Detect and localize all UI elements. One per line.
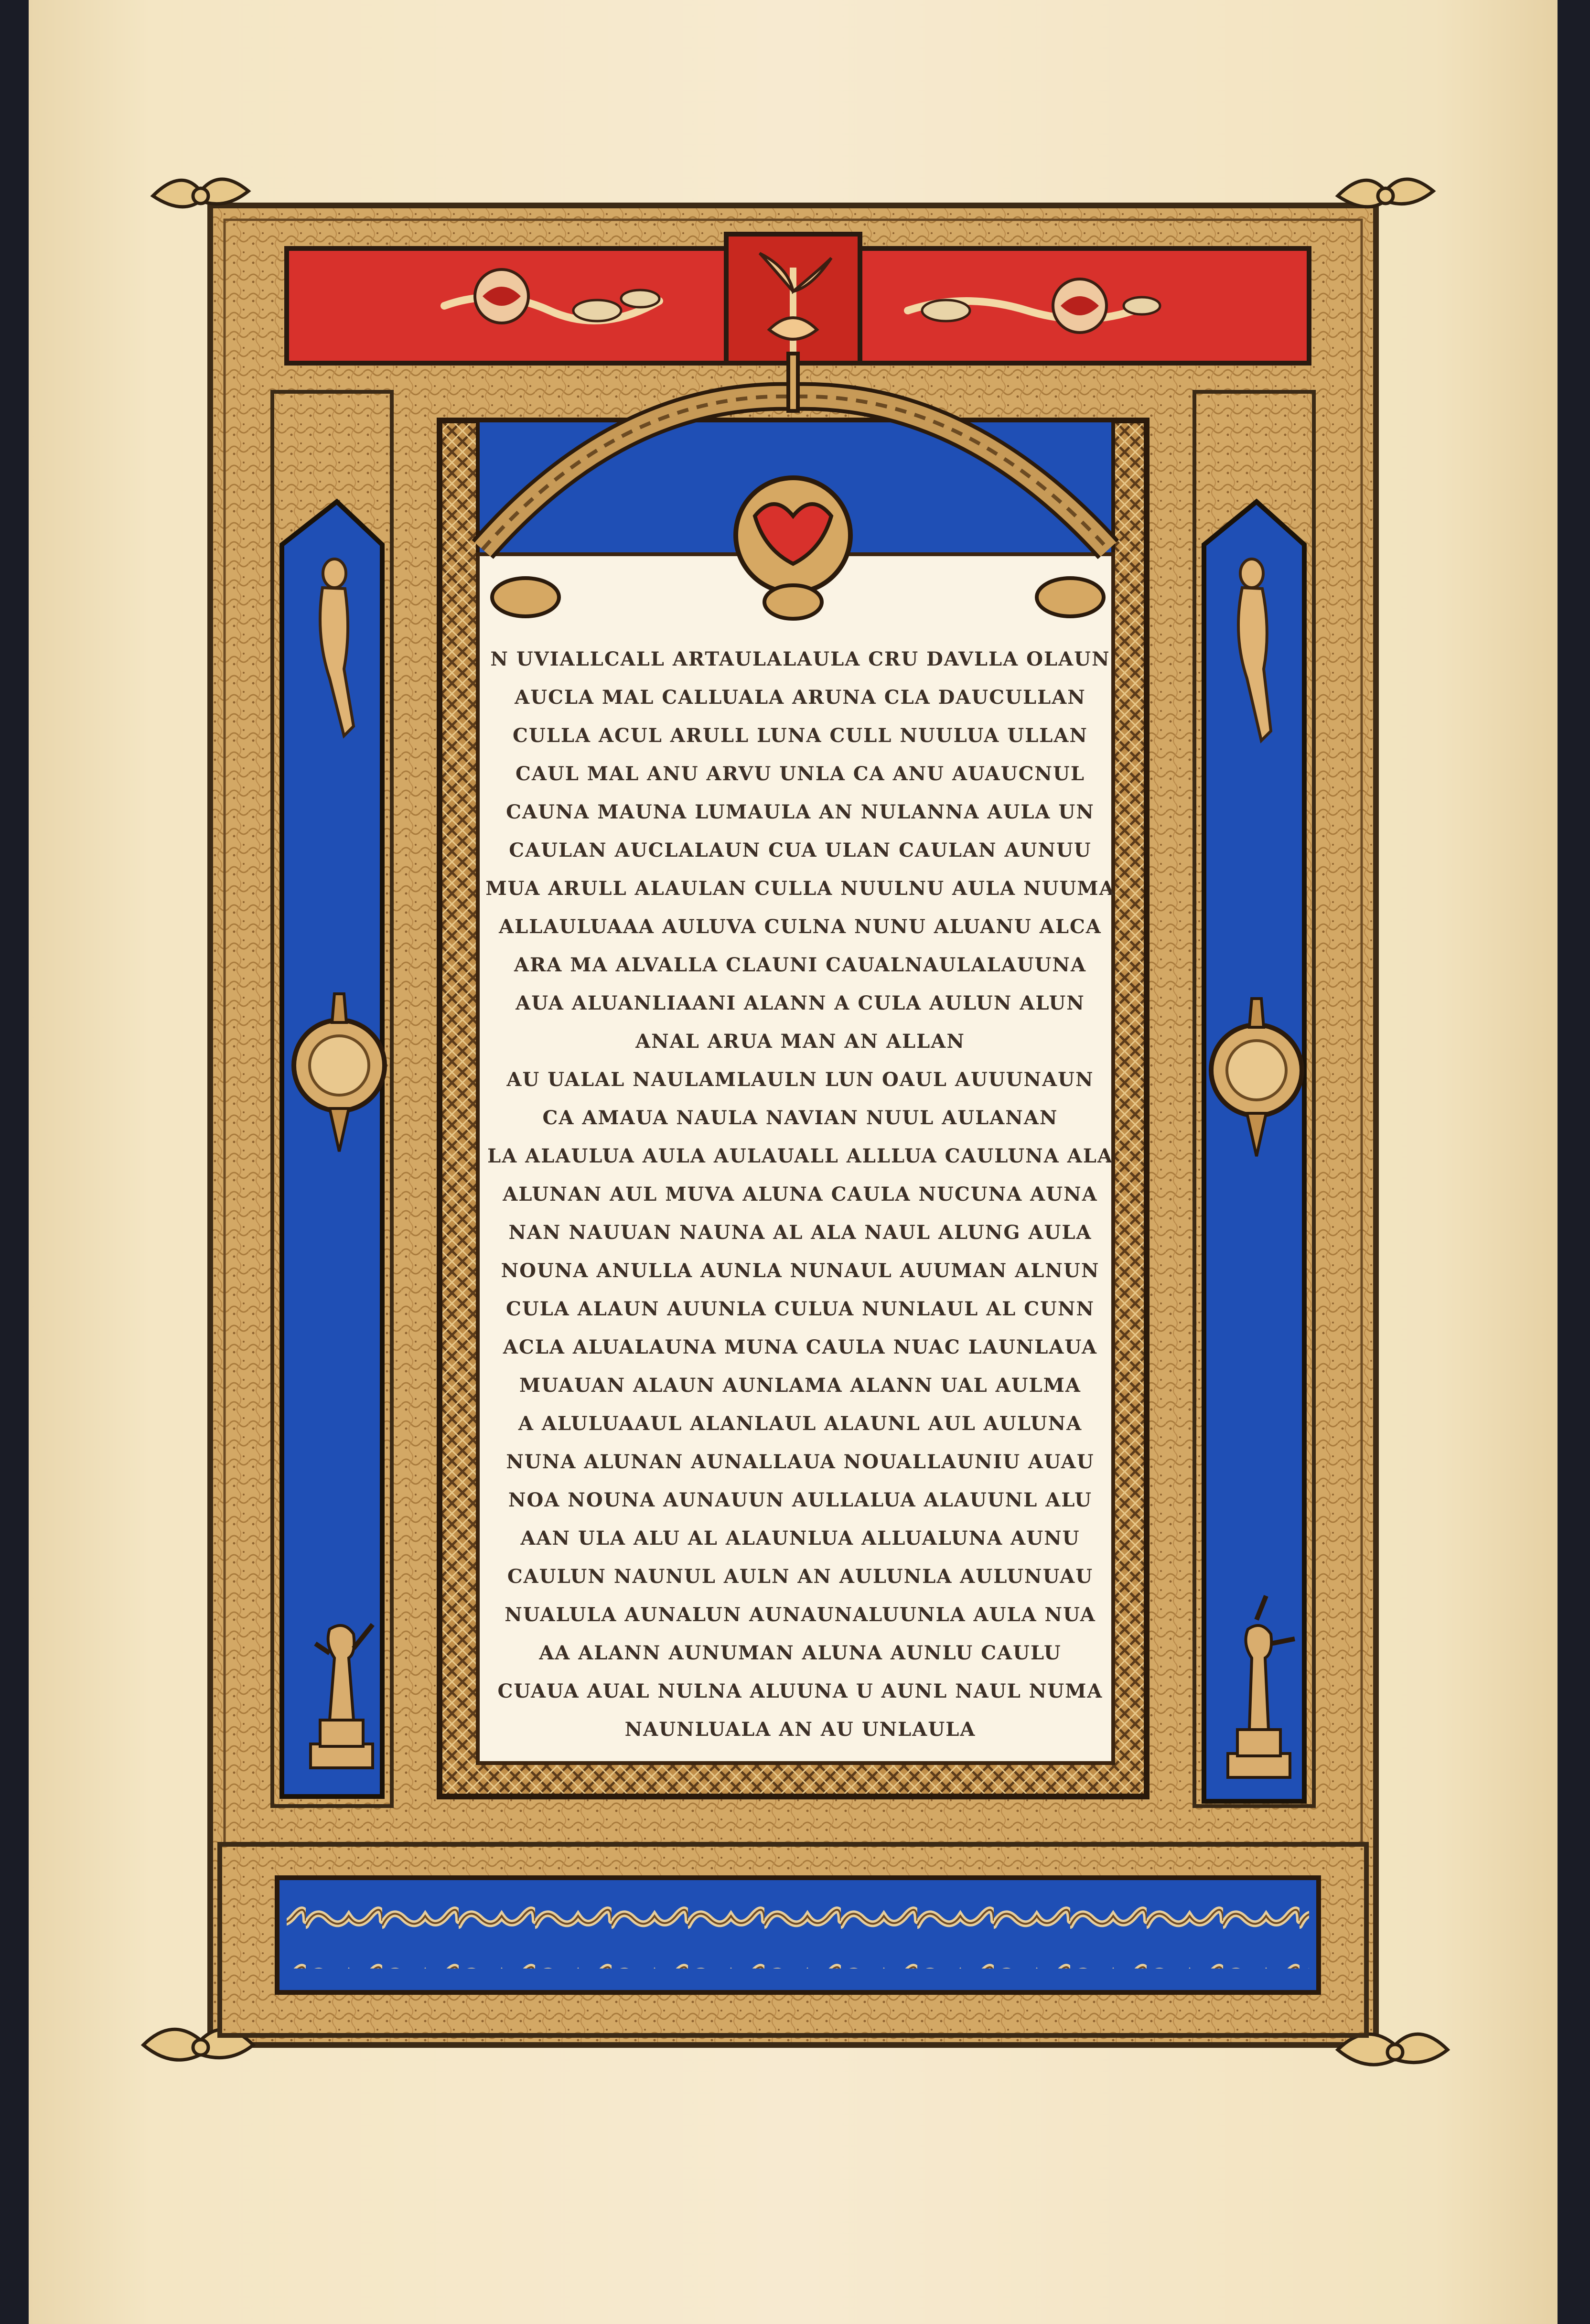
document-text-line: ARA MA ALVALLA CLAUNI CAUALNAULALAUUNA	[514, 954, 1086, 976]
document-text-line: CA AMAUA NAULA NAVIAN NUUL AULANAN	[542, 1107, 1058, 1129]
document-text-line: LA ALAULUA AULA AULAUALL ALLLUA CAULUNA ALA	[487, 1145, 1113, 1167]
document-text-line: CAUL MAL ANU ARVU UNLA CA ANU AUAUCNUL	[515, 763, 1085, 785]
document-text-line: A ALULUAAUL ALANLAUL ALAUNL AUL AULUNA	[518, 1412, 1083, 1435]
document-text-line: MUAUAN ALAUN AUNLAMA ALANN UAL AULMA	[519, 1374, 1081, 1397]
document-text-line: N UVIALLCALL ARTAULALAULA CRU DAVLLA OLAUN	[490, 648, 1110, 670]
document-text-line: NOUNA ANULLA AUNLA NUNAUL AUUMAN ALNUN	[501, 1259, 1100, 1282]
document-text-line: CULLA ACUL ARULL LUNA CULL NUULUA ULLAN	[513, 724, 1088, 747]
document-text-line: NOA NOUNA AUNAUUN AULLALUA ALAUUNL ALU	[508, 1489, 1093, 1511]
document-text-line: CAULAN AUCLALAUN CUA ULAN CAULAN AUNUU	[509, 839, 1092, 861]
document-body	[483, 588, 1118, 1754]
blue-column-left	[282, 502, 382, 1797]
document-text-line: NUNA ALUNAN AUNALLAUA NOUALLAUNIU AUAU	[506, 1451, 1095, 1473]
document-text-line: CAUNA MAUNA LUMAULA AN NULANNA AULA UN	[506, 801, 1095, 823]
document-text-line: ANAL ARUA MAN AN ALLAN	[635, 1030, 965, 1053]
document-text-line: CULA ALAUN AUUNLA CULUA NUNLAUL AL CUNN	[505, 1298, 1095, 1320]
document-text-line: CUAUA AUAL NULNA ALUUNA U AUNL NAUL NUMA	[497, 1680, 1103, 1702]
document-text-line: ALUNAN AUL MUVA ALUNA CAULA NUCUNA AUNA	[503, 1183, 1098, 1205]
document-text-line: NUALULA AUNALUN AUNAUNALUUNLA AULA NUA	[505, 1603, 1096, 1626]
document-text-line: AUA ALUANLIAANI ALANN A CULA AULUN ALUN	[516, 992, 1085, 1014]
corner-ribbon-top-right	[1338, 179, 1433, 207]
document-text-line: AAN ULA ALU AL ALAUNLUA ALLUALUNA AUNU	[520, 1527, 1080, 1549]
document-text-line: NAUNLUALA AN AU UNLAULA	[624, 1718, 976, 1741]
document-text-line: AU UALAL NAULAMLAULN LUN OAUL AUUUNAUN	[506, 1068, 1094, 1091]
document-text-line: MUA ARULL ALAULAN CULLA NUULNU AULA NUUMA	[485, 877, 1115, 900]
document-text-line: ACLA ALUALAUNA MUNA CAULA NUAC LAUNLAUA	[503, 1336, 1098, 1358]
document-text-line: AUCLA MAL CALLUALA ARUNA CLA DAUCULLAN	[515, 686, 1086, 709]
document-text-line: ALLAULUAAA AULUVA CULNA NUNU ALUANU ALCA	[499, 915, 1102, 938]
document-text-line: CAULUN NAUNUL AULN AN AULUNLA AULUNUAU	[507, 1565, 1094, 1588]
document-text-line: AA ALANN AUNUMAN ALUNA AUNLU CAULU	[539, 1642, 1062, 1664]
corner-ribbon-bottom-right	[1338, 2034, 1448, 2065]
document-text-line: NAN NAUUAN NAUNA AL ALA NAUL ALUNG AULA	[508, 1221, 1092, 1244]
